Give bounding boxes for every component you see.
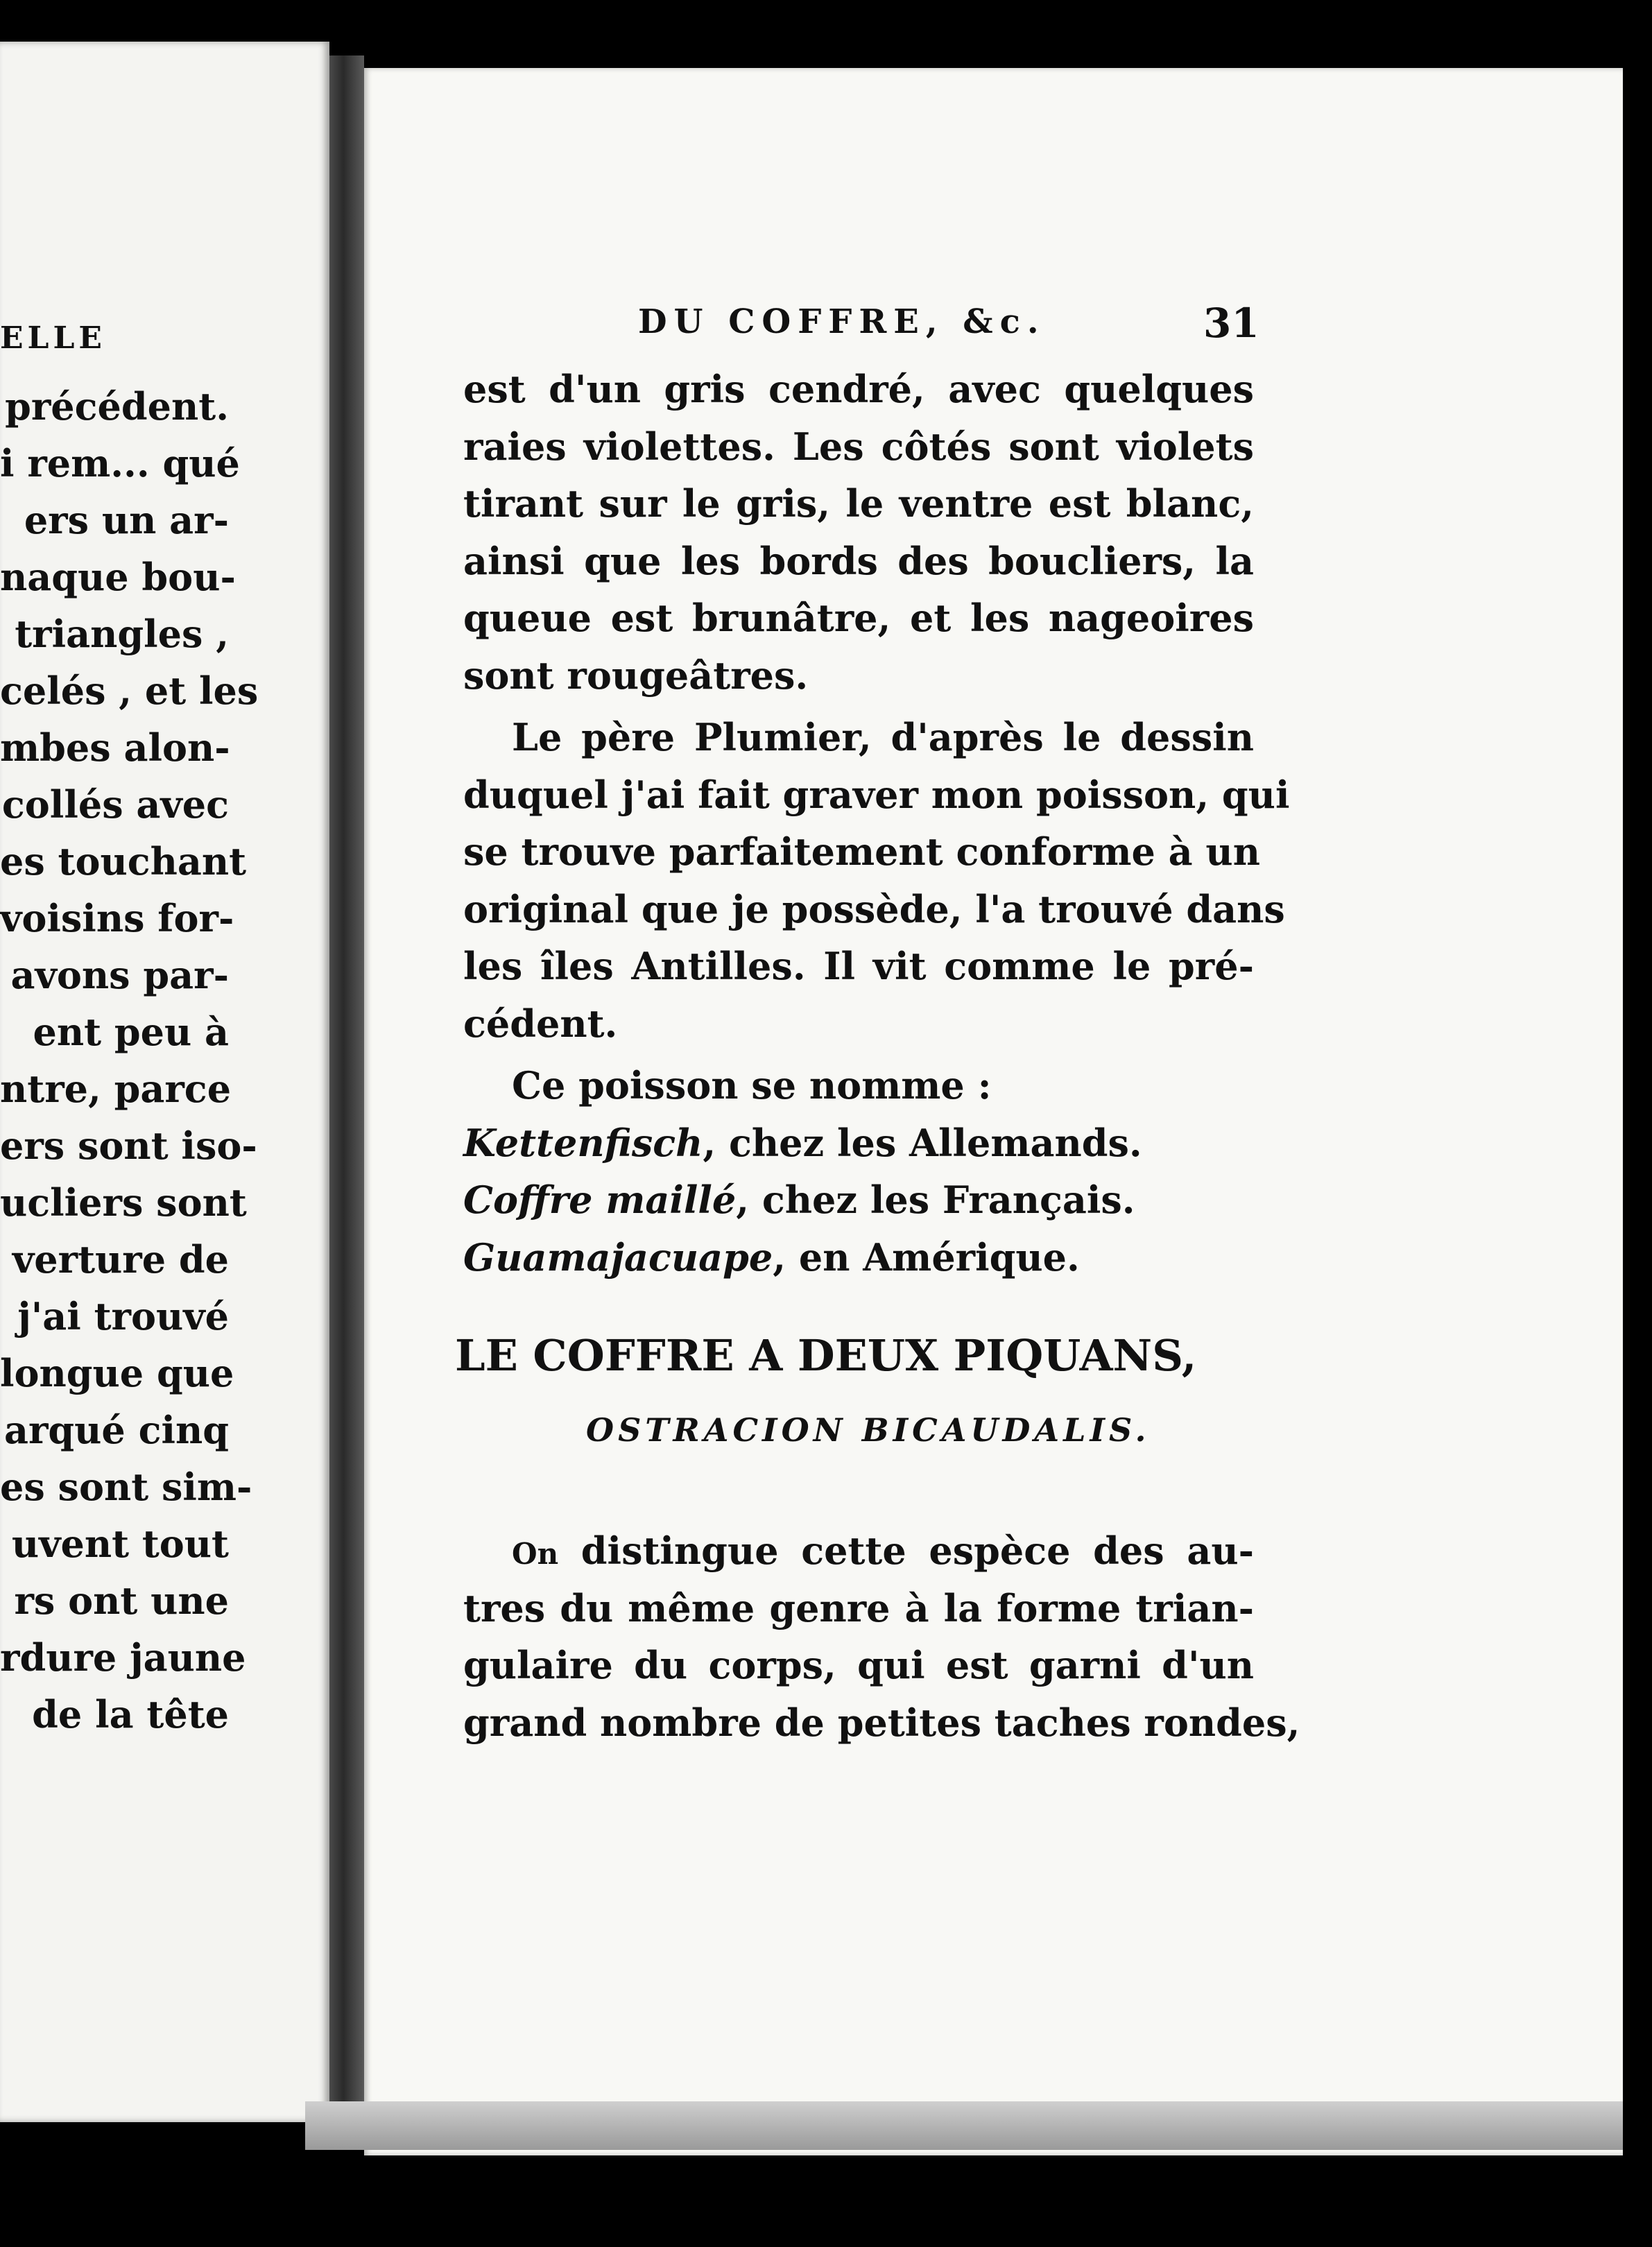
names-intro: Ce poisson se nomme :: [512, 1063, 992, 1108]
text-line: cédent.: [463, 1001, 618, 1046]
name-entry: [463, 1171, 1254, 1229]
text-line: sont rougeâtres.: [463, 653, 809, 698]
left-text-line: collés avec: [1, 782, 229, 827]
name-where: , chez les Français.: [736, 1178, 1135, 1222]
left-text-line: voisins for-: [0, 896, 234, 940]
text-line: duquel j'ai fait graver mon poisson, qui: [463, 772, 1290, 817]
text-line: tirant sur le gris, le ventre est blanc,: [463, 481, 1254, 526]
text-line: original que je possède, l'a trouvé dans: [463, 886, 1285, 931]
text-line: queue est brunâtre, et les nageoires: [463, 596, 1254, 640]
left-text-line: i rem... qué: [0, 441, 240, 485]
name-italic: Guamajacuape: [463, 1234, 773, 1280]
name-italic: Kettenfisch: [463, 1120, 703, 1165]
paragraph-3: [463, 1522, 1300, 1751]
left-text-line: rs ont une: [14, 1578, 229, 1623]
left-text-line: es sont sim-: [0, 1465, 252, 1509]
paragraph-1: [463, 361, 1254, 704]
text-line: se trouve parfaitement conforme à un: [463, 829, 1260, 874]
page-number: 31: [1203, 300, 1259, 347]
left-text-line: arqué cinq: [3, 1408, 229, 1452]
left-text-line: ers un ar-: [24, 498, 229, 542]
text-line: raies violettes. Les côtés sont violets: [463, 424, 1254, 469]
left-text-line: avons par-: [10, 953, 229, 997]
left-page-heading: ELLE: [0, 320, 106, 356]
name-entry: [463, 1229, 1254, 1286]
name-where: , chez les Allemands.: [703, 1120, 1142, 1165]
vernacular-names: [463, 1057, 1254, 1286]
text-line: grand nombre de petites taches rondes,: [463, 1700, 1300, 1745]
paragraph-2: [463, 709, 1290, 1052]
name-entry: [463, 1114, 1254, 1172]
text-line: Le père Plumier, d'après le dessin: [512, 715, 1254, 759]
text-line: tres du même genre à la forme trian-: [463, 1585, 1254, 1630]
left-text-line: verture de: [12, 1237, 229, 1282]
left-text-line: ers sont iso-: [0, 1124, 257, 1168]
text-line: est d'un gris cendré, avec quelques: [463, 367, 1254, 411]
lead-word: On: [512, 1537, 559, 1571]
page-edge-shadow: [305, 2101, 1623, 2150]
left-text-line: triangles ,: [15, 612, 229, 656]
left-text-line: longue que: [0, 1351, 234, 1395]
left-text-line: précédent.: [5, 384, 229, 429]
left-text-line: es touchant: [0, 839, 247, 884]
latin-name: OSTRACION BICAUDALIS.: [586, 1411, 1151, 1449]
left-text-line: ent peu à: [33, 1010, 229, 1054]
text-line: gulaire du corps, qui est garni d'un: [463, 1643, 1254, 1687]
left-text-line: naque bou-: [0, 555, 236, 599]
left-text-line: ucliers sont: [0, 1180, 247, 1225]
text-line: les îles Antilles. Il vit comme le pré-: [463, 944, 1254, 988]
left-text-line: uvent tout: [11, 1522, 229, 1566]
text-line: ainsi que les bords des boucliers, la: [463, 538, 1254, 583]
book-gutter: [329, 55, 364, 2136]
left-text-line: celés , et les: [0, 669, 259, 713]
name-where: , en Amérique.: [773, 1234, 1080, 1280]
left-text-line: mbes alon-: [0, 725, 230, 770]
left-text-line: ntre, parce: [0, 1067, 232, 1111]
text-line: [463, 1522, 1254, 1580]
section-title: LE COFFRE A DEUX PIQUANS,: [455, 1330, 1197, 1381]
left-page: [0, 42, 329, 2122]
running-head: DU COFFRE, &c.: [638, 302, 1046, 341]
left-text-line: j'ai trouvé: [17, 1294, 229, 1338]
left-text-line: de la tête: [32, 1692, 229, 1737]
lead-rest: distingue cette espèce des au-: [558, 1529, 1254, 1573]
name-italic: Coffre maillé: [463, 1178, 737, 1222]
left-page-text: [0, 378, 259, 1743]
left-text-line: rdure jaune: [0, 1635, 246, 1680]
